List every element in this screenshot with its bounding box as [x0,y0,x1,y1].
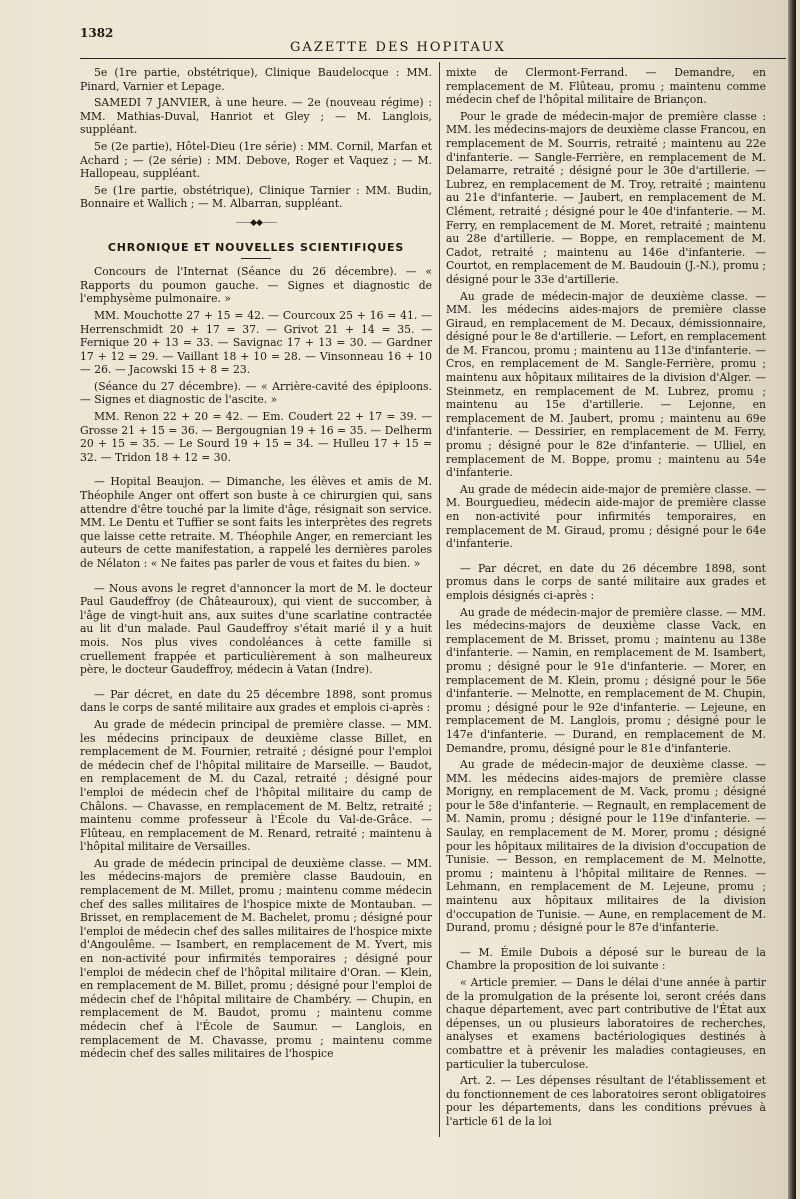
paragraph: MM. Mouchotte 27 + 15 = 42. — Courcoux 25 + 16 = 41. — Herrenschmidt 20 + 17 = 37. — Grivot 21 + 14 = 35. — Fernique 20 + 13 = 33. — Savignac 17 + 13 = 30. — Gardner 17 + 12 = 29. — Vaillant 18 + 10 = 28. — Vinsonneau 16 + 10 — 26. — Jacowski 15 + 8 = 23. [80,308,432,377]
paragraph: Concours de l'Internat (Séance du 26 décembre). — « Rapports du poumon gauche. — Signes et diagnostic de l'emphysème pulmonaire. » [80,265,432,306]
paragraph: — Par décret, en date du 26 décembre 1898, sont promus dans le corps de santé militaire aux grades et emplois désignés ci-après : [446,561,766,602]
paragraph: MM. Renon 22 + 20 = 42. — Em. Coudert 22 + 17 = 39. — Grosse 21 + 15 = 36. — Bergougnian 19 + 16 = 35. — Delherm 20 + 15 = 35. — Le Sourd 19 + 15 = 34. — Hulleu 17 + 15 = 32. — Tridon 18 + 12 = 30. [80,410,432,464]
ornament-divider: ⸺◆◆⸺ [235,217,277,228]
paragraph: Au grade de médecin-major de deuxième classe. — MM. les médecins aides-majors de première classe Morigny, en remplacement de M. Vack, promu ; désigné pour le 58e d'infanterie. — Regnault, en remplacement de M. Namin, promu ; désigné pour le 119e d'infanterie. — Saulay, en remplacement de M. Morer, promu ; désigné pour les hôpitaux militaires de la division d'occupation de Tunisie. — Besson, en remplacement de M. Melnotte, promu ; maintenu à l'hôpital militaire de Rennes. — Lehmann, en remplacement de M. Lejeune, promu ; maintenu aux hôpitaux militaires de la division d'occupation de Tunisie. — Aune, en remplacement de M. Durand, promu ; désigné pour le 87e d'infanterie. [446,758,766,935]
paragraph: — Hopital Beaujon. — Dimanche, les élèves et amis de M. Théophile Anger ont offert son buste à ce chirurgien qui, sans attendre d'être touché par la limite d'âge, résignait son service. MM. Le Dentu et Tuffier se sont faits les interprètes des regrets que laisse cette retraite. M. Théophile Anger, en remerciant les auteurs de cette manifestation, a rappelé les dernières paroles de Nélaton : « Ne faites pas parler de vous et faites du bien. » [80,475,432,570]
page-number: 1382 [80,26,114,40]
paragraph: 5e (2e partie), Hôtel-Dieu (1re série) : MM. Cornil, Marfan et Achard ; — (2e série) : MM. Debove, Roger et Vaquez ; — M. Hallopeau, suppléant. [80,139,432,181]
binding-edge [788,0,796,1199]
paragraph: 5e (1re partie, obstétrique), Clinique Tarnier : MM. Budin, Bonnaire et Wallich ; — M. Albarran, suppléant. [80,183,432,211]
paragraph: — Nous avons le regret d'annoncer la mort de M. le docteur Paul Gaudeffroy (de Châteauroux), qui vient de succomber, à l'âge de vingt-huit ans, aux suites d'une scarlatine contractée au lit d'un malade. Paul Gaudeffroy s'était marié il y a huit mois. Nos plus vives condoléances à cette famille si cruellement frappée et particulièrement à son malheureux père, le docteur Gaudeffroy, médecin à Vatan (Indre). [80,581,432,677]
section-rule [241,258,271,259]
paragraph: Art. 2. — Les dépenses résultant de l'établissement et du fonctionnement de ces laboratoires seront obligatoires pour les départements, dans les conditions prévues à l'article 61 de la loi [446,1074,766,1128]
paragraph: Au grade de médecin principal de première classe. — MM. les médecins principaux de deuxième classe Billet, en remplacement de M. Fournier, retraité ; désigné pour l'emploi de médecin chef de l'hôpital militaire de Marseille. — Baudot, en remplacement de M. du Cazal, retraité ; désigné pour l'emploi de médecin chef de l'hôpital militaire du camp de Châlons. — Chavasse, en remplacement de M. Beltz, retraité ; maintenu comme professeur à l'École du Val-de-Grâce. — Flûteau, en remplacement de M. Renard, retraité ; maintenu à l'hôpital militaire de Versailles. [80,717,432,854]
column-divider [439,62,440,1137]
paragraph: — Par décret, en date du 25 décembre 1898, sont promus dans le corps de santé militaire aux grades et emplois ci-après : [80,687,432,715]
paragraph: Au grade de médecin-major de première classe. — MM. les médecins-majors de deuxième classe Vack, en remplacement de M. Brisset, promu ; maintenu au 138e d'infanterie. — Namin, en remplacement de M. Isambert, promu ; désigné pour le 91e d'infanterie. — Morer, en remplacement de M. Klein, promu ; désigné pour le 56e d'infanterie. — Melnotte, en remplacement de M. Chupin, promu ; désigné pour le 92e d'infanterie. — Lejeune, en remplacement de M. Langlois, promu ; désigné pour le 147e d'infanterie. — Durand, en remplacement de M. Demandre, promu, désigné pour le 81e d'infanterie. [446,605,766,755]
paragraph: (Séance du 27 décembre). — « Arrière-cavité des épiploons. — Signes et diagnostic de l'ascite. » [80,379,432,407]
section-title: CHRONIQUE ET NOUVELLES SCIENTIFIQUES [107,240,405,254]
paragraph: Pour le grade de médecin-major de première classe : MM. les médecins-majors de deuxième classe Francou, en remplacement de M. Sourris, retraité ; maintenu au 22e d'infanterie. — Sangle-Ferrière, en remplacement de M. Delamarre, retraité ; désigné pour le 30e d'artillerie. — Lubrez, en remplacement de M. Troy, retraité ; maintenu au 21e d'infanterie. — Jaubert, en remplacement de M. Clément, retraité ; désigné pour le 40e d'infanterie. — M. Ferry, en remplacement de M. Moret, retraité ; maintenu au 28e d'artillerie. — Boppe, en remplacement de M. Cadot, retraité ; maintenu au 146e d'infanterie. — Courtot, en remplacement de M. Baudouin (J.-N.), promu ; désigné pour le 33e d'artillerie. [446,109,766,286]
paragraph: — M. Émile Dubois a déposé sur le bureau de la Chambre la proposition de loi suivante : [446,945,766,973]
paragraph: mixte de Clermont-Ferrand. — Demandre, en remplacement de M. Flûteau, promu ; maintenu comme médecin chef de l'hôpital militaire de Briançon. [446,66,766,107]
left-column [80,66,432,1064]
paragraph: « Article premier. — Dans le délai d'une année à partir de la promulgation de la présente loi, seront créés dans chaque département, avec part contributive de l'État aux dépenses, un ou plusieurs laboratoires de recherches, analyses et examens bactériologiques destinés à combattre et à prévenir les maladies contagieuses, en particulier la tuberculose. [446,976,766,1071]
paragraph: SAMEDI 7 JANVIER, à une heure. — 2e (nouveau régime) : MM. Mathias-Duval, Hanriot et Gley ; — M. Langlois, suppléant. [80,96,432,137]
paragraph: Au grade de médecin principal de deuxième classe. — MM. les médecins-majors de première classe Baudouin, en remplacement de M. Millet, promu ; maintenu comme médecin chef des salles militaires de l'hospice mixte de Montauban. — Brisset, en remplacement de M. Bachelet, promu ; désigné pour l'emploi de médecin chef des salles militaires de l'hospice mixte d'Angoulême. — Isambert, en remplacement de M. Yvert, mis en non-activité pour infirmités temporaires ; désigné pour l'emploi de médecin chef de l'hôpital militaire d'Oran. — Klein, en remplacement de M. Billet, promu ; désigné pour l'emploi de médecin chef de l'hôpital militaire de Chambéry. — Chupin, en remplacement de M. Baudot, promu ; maintenu comme médecin chef à l'École de Saumur. — Langlois, en remplacement de M. Chavasse, promu ; maintenu comme médecin chef des salles militaires de l'hospice [80,856,432,1061]
header-rule [80,58,786,59]
paragraph: Au grade de médecin-major de deuxième classe. — MM. les médecins aides-majors de première classe Giraud, en remplacement de M. Decaux, démissionnaire, désigné pour le 8e d'artillerie. — Lefort, en remplacement de M. Francou, promu ; maintenu au 113e d'infanterie. — Cros, en remplacement de M. Sangle-Ferrière, promu ; maintenu aux hôpitaux militaires de la division d'Alger. — Steinmetz, en remplacement de M. Lubrez, promu ; maintenu au 15e d'artillerie. — Lejonne, en remplacement de M. Jaubert, promu ; maintenu au 69e d'infanterie. — Dessirier, en remplacement de M. Ferry, promu ; désigné pour le 82e d'infanterie. — Ulliel, en remplacement de M. Boppe, promu ; maintenu au 54e d'infanterie. [446,289,766,480]
paragraph: Au grade de médecin aide-major de première classe. — M. Bourguedieu, médecin aide-major de première classe en non-activité pour infirmités temporaires, en remplacement de M. Giraud, promu ; désigné pour le 64e d'infanterie. [446,482,766,551]
paragraph: 5e (1re partie, obstétrique), Clinique Baudelocque : MM. Pinard, Varnier et Lepage. [80,66,432,93]
running-title: GAZETTE DES HOPITAUX [290,40,506,55]
right-column [446,66,766,1132]
